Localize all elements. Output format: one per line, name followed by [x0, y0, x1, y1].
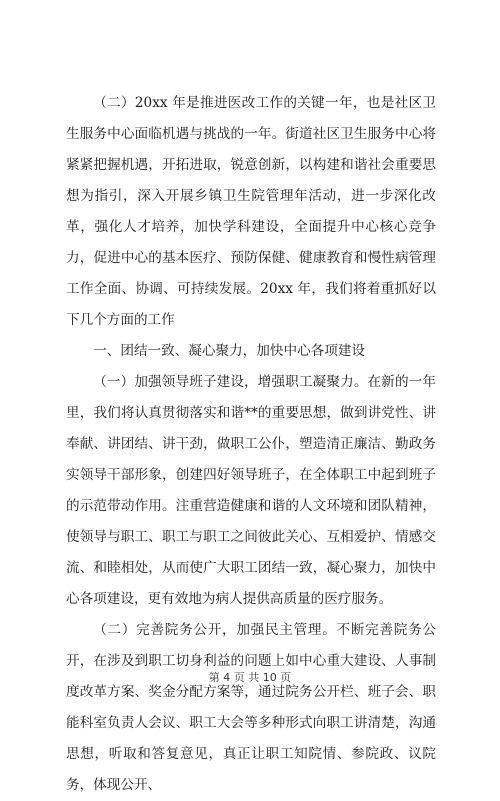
paragraph-leadership: （一）加强领导班子建设，增强职工凝聚力。在新的一年里，我们将认真贯彻落实和谐**的重要思想，做到讲党性、讲奉献、讲团结、讲干劲，做职工公仆，塑造清正廉洁、勤政务实领导干部形象，创建四好领导班子，在全体职工中起到班子的示范带动作用。注重营造健康和谐的人文环境和团队精神，使领导与职工、职工与职工之间彼此关心、互相爱护、情感交流、和睦相处，从而使广大职工团结一致，凝心聚力，加快中心各项建设，更有效地为病人提供高质量的医疗服务。 — [66, 374, 436, 607]
paragraph-transparency: （二）完善院务公开，加强民主管理。不断完善院务公开，在涉及到职工切身利益的问题上如中心重大建设、人事制度改革方案、奖金分配方案等，通过院务公开栏、班子会、职能科室负责人会议、职工大会等多种形式向职工讲清楚，沟通思想，听取和答复意见，真正让职工知院情、参院政、议院务，体现公开、 — [66, 622, 436, 793]
document-body — [66, 88, 436, 801]
page-footer: 第 4 页 共 10 页 — [208, 671, 292, 684]
section-heading: 一、团结一致、凝心聚力，加快中心各项建设 — [93, 343, 366, 359]
paragraph-intro: （二）20xx 年是推进医改工作的关键一年，也是社区卫生服务中心面临机遇与挑战的一年。街道社区卫生服务中心将紧紧把握机遇，开拓进取，锐意创新，以构建和谐社会重要思想为指引，深入开展乡镇卫生院管理年活动，进一步深化改革，强化人才培养，加快学科建设，全面提升中心核心竞争力，促进中心的基本医疗、预防保健、健康教育和慢性病管理工作全面、协调、可持续发展。20xx 年，我们将着重抓好以下几个方面的工作 — [66, 95, 436, 328]
